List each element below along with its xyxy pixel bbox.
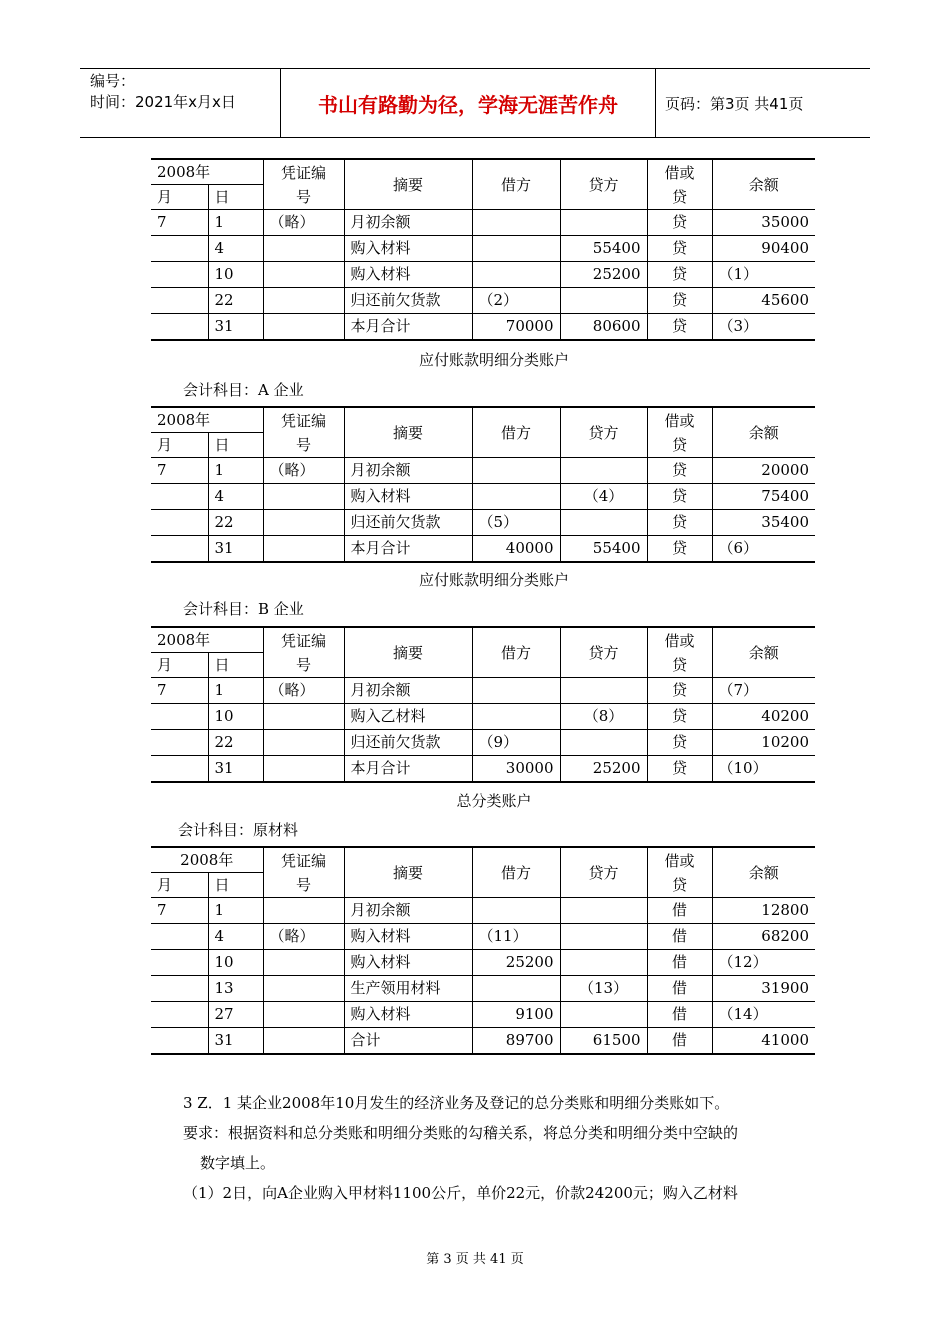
dc-cell: 贷 (647, 314, 712, 341)
dc-cell: 贷 (647, 756, 712, 783)
debit-cell (472, 484, 560, 510)
balance-cell: 75400 (712, 484, 815, 510)
account-subject: 会计科目：A 企业 (183, 381, 304, 399)
credit-cell (560, 288, 647, 314)
summary-cell: 归还前欠货款 (344, 288, 472, 314)
balance-cell: 35400 (712, 510, 815, 536)
balance-header: 余额 (712, 847, 815, 898)
dc-header-line: 贷 (671, 655, 687, 674)
time-label: 时间：2021年x月x日 (90, 93, 236, 111)
debit-cell (472, 236, 560, 262)
table-row (151, 756, 815, 783)
voucher-header (263, 627, 344, 678)
table-row (151, 1028, 815, 1055)
dc-cell: 贷 (647, 262, 712, 288)
dc-header (647, 847, 712, 898)
paragraph: （1）2日，向A企业购入甲材料1100公斤，单价22元，价款24200元；购入乙材料 (183, 1184, 738, 1202)
summary-cell: 合计 (344, 1028, 472, 1055)
credit-cell (560, 510, 647, 536)
voucher-cell (263, 704, 344, 730)
credit-cell (560, 678, 647, 704)
debit-cell (472, 976, 560, 1002)
day-header: 日 (208, 873, 263, 898)
voucher-header-line: 凭证编 (280, 411, 326, 430)
voucher-header-line: 号 (295, 187, 311, 206)
paragraph: 3 Z．1 某企业2008年10月发生的经济业务及登记的总分类账和明细分类账如下。 (183, 1094, 730, 1112)
ledger-table-1 (151, 158, 815, 341)
dc-header-line: 借或 (664, 851, 695, 870)
credit-cell: （4） (560, 484, 647, 510)
credit-cell (560, 898, 647, 924)
credit-cell (560, 458, 647, 484)
table-row (151, 924, 815, 950)
summary-header: 摘要 (344, 159, 472, 210)
table-row (151, 976, 815, 1002)
ledger-table-a (151, 406, 815, 563)
dc-cell: 贷 (647, 484, 712, 510)
balance-cell: （1） (712, 262, 815, 288)
debit-cell: 89700 (472, 1028, 560, 1055)
balance-header: 余额 (712, 407, 815, 458)
summary-cell: 购入材料 (344, 236, 472, 262)
day-cell: 4 (208, 236, 263, 262)
month-cell (151, 1002, 208, 1028)
summary-cell: 月初余额 (344, 458, 472, 484)
month-cell (151, 950, 208, 976)
dc-header-line: 贷 (671, 187, 687, 206)
summary-cell: 本月合计 (344, 536, 472, 563)
debit-cell (472, 262, 560, 288)
voucher-cell (263, 950, 344, 976)
month-header: 月 (151, 653, 208, 678)
voucher-cell (263, 262, 344, 288)
month-cell (151, 484, 208, 510)
dc-cell: 借 (647, 1028, 712, 1055)
debit-cell: 40000 (472, 536, 560, 563)
day-cell: 13 (208, 976, 263, 1002)
debit-cell: 70000 (472, 314, 560, 341)
voucher-cell (263, 484, 344, 510)
day-cell: 10 (208, 950, 263, 976)
voucher-cell (263, 510, 344, 536)
day-cell: 22 (208, 288, 263, 314)
header-page-info: 页码：第3页 共41页 (665, 95, 804, 113)
year-header: 2008年 (151, 627, 263, 653)
table-row (151, 704, 815, 730)
header-row (151, 847, 815, 873)
day-cell: 31 (208, 1028, 263, 1055)
debit-cell: （2） (472, 288, 560, 314)
voucher-header (263, 159, 344, 210)
debit-cell: 30000 (472, 756, 560, 783)
dc-cell: 借 (647, 1002, 712, 1028)
credit-cell: 61500 (560, 1028, 647, 1055)
credit-cell (560, 924, 647, 950)
dc-cell: 借 (647, 898, 712, 924)
summary-cell: 购入材料 (344, 1002, 472, 1028)
balance-cell: （7） (712, 678, 815, 704)
year-header: 2008年 (151, 407, 263, 433)
balance-cell: 40200 (712, 704, 815, 730)
credit-header: 贷方 (560, 627, 647, 678)
credit-cell (560, 730, 647, 756)
table-row (151, 288, 815, 314)
month-cell (151, 756, 208, 783)
voucher-cell (263, 236, 344, 262)
debit-cell: （9） (472, 730, 560, 756)
voucher-cell: （略） (263, 210, 344, 236)
summary-cell: 月初余额 (344, 678, 472, 704)
voucher-header (263, 407, 344, 458)
credit-cell: （13） (560, 976, 647, 1002)
summary-header: 摘要 (344, 847, 472, 898)
dc-cell: 借 (647, 924, 712, 950)
credit-cell (560, 1002, 647, 1028)
day-cell: 10 (208, 704, 263, 730)
voucher-header-line: 号 (295, 875, 311, 894)
debit-cell (472, 210, 560, 236)
dc-cell: 借 (647, 950, 712, 976)
credit-cell (560, 210, 647, 236)
table-row (151, 678, 815, 704)
summary-cell: 生产领用材料 (344, 976, 472, 1002)
voucher-cell (263, 976, 344, 1002)
summary-cell: 购入材料 (344, 262, 472, 288)
summary-cell: 月初余额 (344, 210, 472, 236)
day-cell: 27 (208, 1002, 263, 1028)
voucher-cell (263, 1028, 344, 1055)
day-cell: 1 (208, 678, 263, 704)
dc-header (647, 627, 712, 678)
month-cell (151, 262, 208, 288)
balance-cell: （6） (712, 536, 815, 563)
balance-cell: 41000 (712, 1028, 815, 1055)
balance-cell: 12800 (712, 898, 815, 924)
voucher-cell (263, 1002, 344, 1028)
debit-header: 借方 (472, 159, 560, 210)
credit-header: 贷方 (560, 159, 647, 210)
summary-cell: 月初余额 (344, 898, 472, 924)
month-cell (151, 510, 208, 536)
month-cell: 7 (151, 898, 208, 924)
year-header: 2008年 (151, 847, 263, 873)
voucher-cell: （略） (263, 678, 344, 704)
dc-header (647, 407, 712, 458)
day-header: 日 (208, 653, 263, 678)
header-divider (655, 69, 656, 137)
month-header: 月 (151, 433, 208, 458)
summary-cell: 归还前欠货款 (344, 510, 472, 536)
summary-cell: 本月合计 (344, 756, 472, 783)
month-cell (151, 924, 208, 950)
table-row (151, 484, 815, 510)
balance-cell: （12） (712, 950, 815, 976)
table-row (151, 314, 815, 341)
balance-cell: 68200 (712, 924, 815, 950)
dc-cell: 贷 (647, 704, 712, 730)
account-subject: 会计科目：B 企业 (183, 600, 304, 618)
day-cell: 4 (208, 924, 263, 950)
credit-header: 贷方 (560, 847, 647, 898)
debit-cell: 25200 (472, 950, 560, 976)
number-label: 编号： (90, 72, 136, 90)
day-cell: 31 (208, 314, 263, 341)
balance-header: 余额 (712, 627, 815, 678)
summary-cell: 归还前欠货款 (344, 730, 472, 756)
day-cell: 31 (208, 536, 263, 563)
summary-header: 摘要 (344, 627, 472, 678)
voucher-header-line: 号 (295, 655, 311, 674)
balance-cell: 10200 (712, 730, 815, 756)
summary-cell: 购入材料 (344, 924, 472, 950)
voucher-cell (263, 898, 344, 924)
summary-cell: 购入材料 (344, 950, 472, 976)
paragraph: 要求：根据资料和总分类账和明细分类账的勾稽关系，将总分类和明细分类中空缺的 (183, 1124, 739, 1142)
dc-cell: 贷 (647, 678, 712, 704)
credit-cell: 80600 (560, 314, 647, 341)
day-cell: 10 (208, 262, 263, 288)
voucher-header (263, 847, 344, 898)
day-cell: 4 (208, 484, 263, 510)
balance-cell: 90400 (712, 236, 815, 262)
dc-header-line: 贷 (671, 875, 687, 894)
voucher-cell (263, 756, 344, 783)
ledger-table-b (151, 626, 815, 783)
month-header: 月 (151, 185, 208, 210)
day-cell: 31 (208, 756, 263, 783)
table-row (151, 236, 815, 262)
balance-cell: 31900 (712, 976, 815, 1002)
balance-header: 余额 (712, 159, 815, 210)
debit-cell: （11） (472, 924, 560, 950)
balance-cell: （3） (712, 314, 815, 341)
credit-cell: 55400 (560, 236, 647, 262)
month-cell (151, 536, 208, 563)
header-row (151, 627, 815, 653)
credit-header: 贷方 (560, 407, 647, 458)
dc-cell: 贷 (647, 536, 712, 563)
voucher-cell: （略） (263, 458, 344, 484)
header-row (151, 159, 815, 185)
table-row (151, 458, 815, 484)
month-cell (151, 314, 208, 341)
table-row (151, 536, 815, 563)
debit-cell (472, 704, 560, 730)
page-footer: 第 3 页 共 41 页 (426, 1252, 524, 1267)
table-row (151, 210, 815, 236)
account-subject: 会计科目：原材料 (178, 821, 299, 839)
month-cell: 7 (151, 210, 208, 236)
summary-cell: 本月合计 (344, 314, 472, 341)
table-row (151, 730, 815, 756)
table-row (151, 898, 815, 924)
debit-cell: 9100 (472, 1002, 560, 1028)
dc-header-line: 借或 (664, 411, 695, 430)
summary-cell: 购入乙材料 (344, 704, 472, 730)
table-row (151, 1002, 815, 1028)
dc-header-line: 贷 (671, 435, 687, 454)
credit-cell (560, 950, 647, 976)
credit-cell: （8） (560, 704, 647, 730)
dc-cell: 贷 (647, 510, 712, 536)
dc-cell: 借 (647, 976, 712, 1002)
debit-cell (472, 678, 560, 704)
table-caption: 应付账款明细分类账户 (418, 351, 569, 369)
voucher-header-line: 凭证编 (280, 163, 326, 182)
day-cell: 1 (208, 210, 263, 236)
dc-cell: 贷 (647, 236, 712, 262)
debit-cell: （5） (472, 510, 560, 536)
table-row (151, 262, 815, 288)
table-caption: 总分类账户 (456, 792, 532, 810)
balance-cell: （14） (712, 1002, 815, 1028)
debit-cell (472, 898, 560, 924)
voucher-cell: （略） (263, 924, 344, 950)
balance-cell: （10） (712, 756, 815, 783)
credit-cell: 55400 (560, 536, 647, 563)
voucher-cell (263, 314, 344, 341)
debit-header: 借方 (472, 407, 560, 458)
voucher-cell (263, 536, 344, 563)
day-header: 日 (208, 433, 263, 458)
dc-cell: 贷 (647, 288, 712, 314)
month-cell (151, 704, 208, 730)
day-cell: 1 (208, 458, 263, 484)
day-cell: 1 (208, 898, 263, 924)
month-cell (151, 236, 208, 262)
dc-cell: 贷 (647, 730, 712, 756)
month-header: 月 (151, 873, 208, 898)
credit-cell: 25200 (560, 262, 647, 288)
credit-cell: 25200 (560, 756, 647, 783)
balance-cell: 45600 (712, 288, 815, 314)
table-row (151, 510, 815, 536)
month-cell (151, 1028, 208, 1055)
month-cell: 7 (151, 458, 208, 484)
balance-cell: 20000 (712, 458, 815, 484)
day-header: 日 (208, 185, 263, 210)
voucher-header-line: 号 (295, 435, 311, 454)
ledger-table-materials (151, 846, 815, 1055)
header-row (151, 407, 815, 433)
dc-cell: 贷 (647, 458, 712, 484)
voucher-header-line: 凭证编 (280, 631, 326, 650)
header-meta (90, 71, 236, 113)
debit-header: 借方 (472, 627, 560, 678)
month-cell (151, 730, 208, 756)
debit-header: 借方 (472, 847, 560, 898)
debit-cell (472, 458, 560, 484)
voucher-cell (263, 730, 344, 756)
header-motto: 书山有路勤为径，学海无涯苦作舟 (318, 93, 618, 117)
dc-header-line: 借或 (664, 631, 695, 650)
voucher-header-line: 凭证编 (280, 851, 326, 870)
day-cell: 22 (208, 730, 263, 756)
month-cell (151, 288, 208, 314)
month-cell (151, 976, 208, 1002)
summary-header: 摘要 (344, 407, 472, 458)
paragraph: 数字填上。 (200, 1154, 276, 1172)
voucher-cell (263, 288, 344, 314)
year-header: 2008年 (151, 159, 263, 185)
dc-header (647, 159, 712, 210)
summary-cell: 购入材料 (344, 484, 472, 510)
month-cell: 7 (151, 678, 208, 704)
balance-cell: 35000 (712, 210, 815, 236)
table-caption: 应付账款明细分类账户 (418, 571, 569, 589)
table-row (151, 950, 815, 976)
page-header (80, 68, 870, 138)
dc-header-line: 借或 (664, 163, 695, 182)
day-cell: 22 (208, 510, 263, 536)
dc-cell: 贷 (647, 210, 712, 236)
